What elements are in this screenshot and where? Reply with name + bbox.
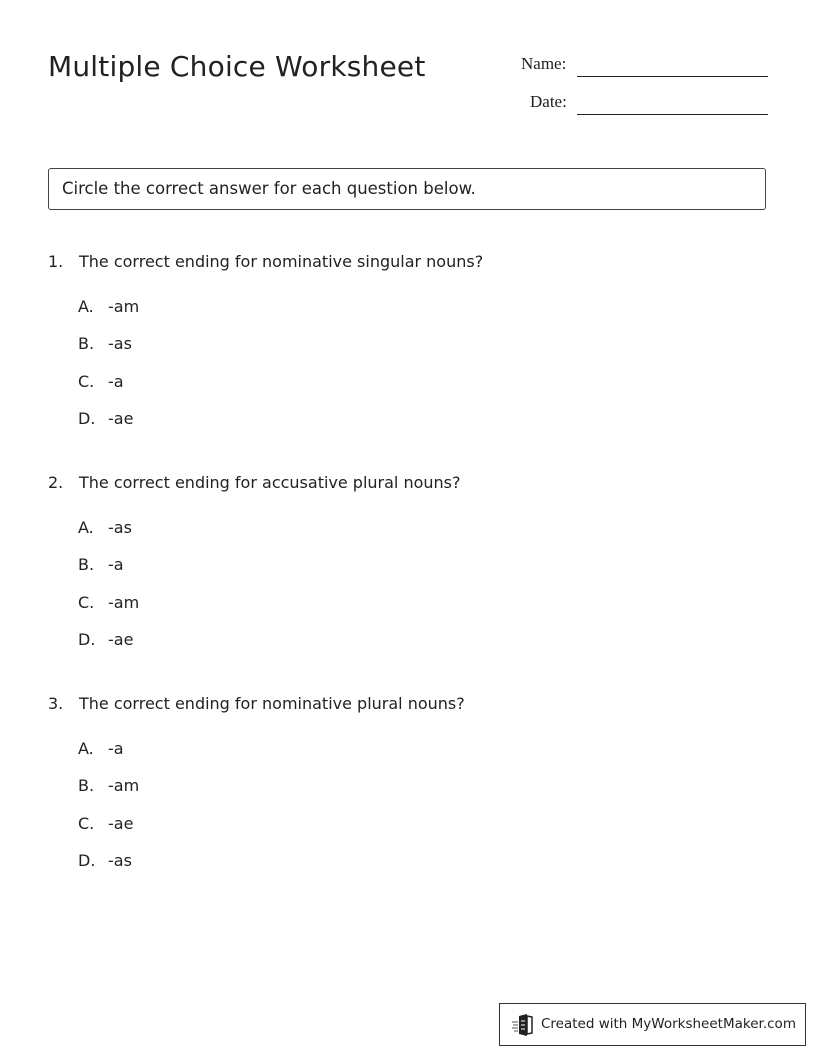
option-letter: C. [78,814,95,833]
option-text: -a [108,372,124,391]
name-label: Name: [521,54,567,73]
question-number: 1. [48,252,64,271]
option-text: -ae [108,814,134,833]
option-letter: A. [78,739,94,758]
option-text: -as [108,851,132,870]
option-letter: D. [78,851,96,870]
option-letter: B. [78,555,95,574]
page-title: Multiple Choice Worksheet [48,50,426,83]
option-letter: C. [78,593,95,612]
option-text: -am [108,593,140,612]
option-letter: D. [78,409,96,428]
date-label: Date: [530,92,567,111]
question-number: 3. [48,694,64,713]
instructions-box [48,168,766,210]
footer-badge [499,1003,806,1046]
option-text: -ae [108,630,134,649]
question-text: The correct ending for nominative singular nouns? [79,252,484,271]
option-text: -ae [108,409,134,428]
option-letter: C. [78,372,95,391]
instructions-text: Circle the correct answer for each question below. [62,179,476,198]
option-text: -as [108,518,132,537]
option-letter: B. [78,334,95,353]
option-text: -am [108,776,140,795]
question-number: 2. [48,473,64,492]
option-text: -a [108,555,124,574]
option-letter: A. [78,518,94,537]
option-letter: D. [78,630,96,649]
option-text: -am [108,297,140,316]
option-letter: B. [78,776,95,795]
footer-text: Created with MyWorksheetMaker.com [541,1016,796,1032]
question-text: The correct ending for nominative plural nouns? [79,694,465,713]
worksheet-maker-logo-icon [512,1013,536,1037]
option-text: -as [108,334,132,353]
name-field-line[interactable] [577,76,768,77]
option-letter: A. [78,297,94,316]
question-text: The correct ending for accusative plural nouns? [79,473,461,492]
option-text: -a [108,739,124,758]
date-field-line[interactable] [577,114,768,115]
